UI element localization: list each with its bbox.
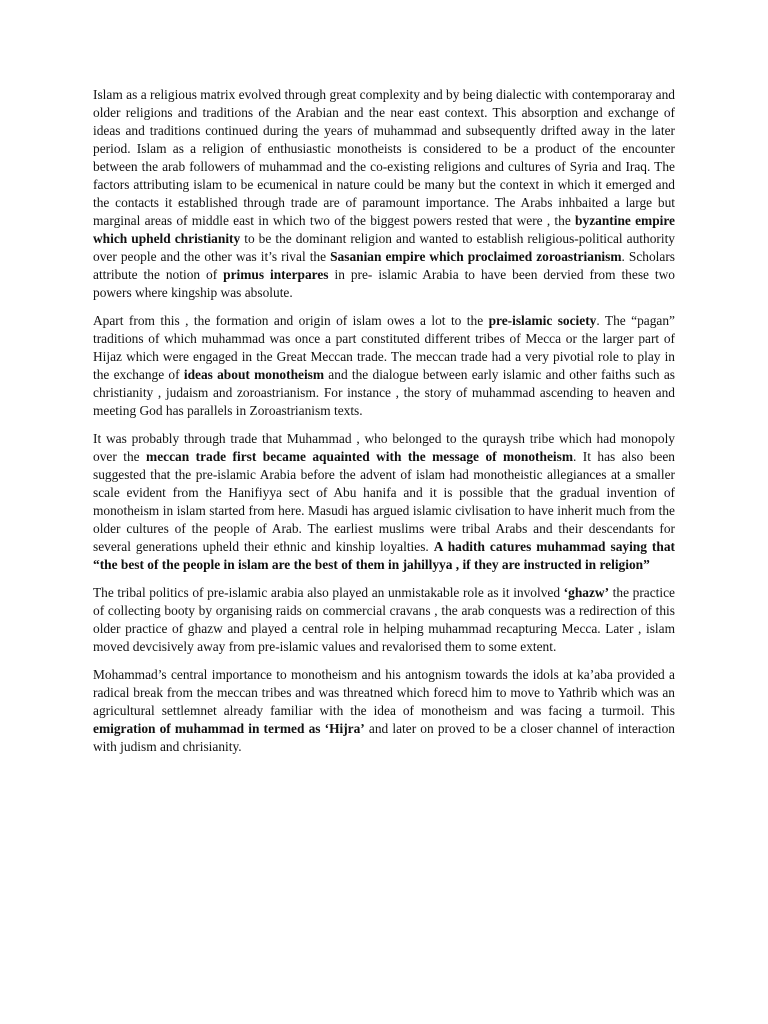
text-segment: The tribal politics of pre-islamic arabia also played an unmistakable role as it involved bbox=[93, 585, 564, 600]
document-page bbox=[93, 86, 675, 766]
bold-segment: primus interpares bbox=[223, 267, 329, 282]
text-segment: Mohammad’s central importance to monotheism and his antognism towards the idols at ka’aba provided a radical break from the meccan tribes and was threatned which forecd him to move to Yathrib which was an agricultural settlemnet already familiar with the idea of monotheism and was facing a turmoil. This bbox=[93, 667, 675, 718]
bold-segment: meccan trade first became aquainted with the message of monotheism bbox=[146, 449, 573, 464]
text-segment: in pre- islamic Arabia to have been dervied from these two powers where kingship was absolute. bbox=[93, 267, 675, 300]
text-segment: Islam as a religious matrix evolved through great complexity and by being dialectic with contemporaray and older religions and traditions of the Arabian and the near east context. This absorption and exchange of ideas and traditions continued during the years of muhammad and subsequently drifted away in the later period. Islam as a religion of enthusiastic monotheists is considered to be a product of the encounter between the arab followers of muhammad and the co-existing religions and cultures of Syria and Iraq. The factors attributing islam to be ecumenical in nature could be many but the context in which it emerged and the contacts it established through trade are of paramount importance. The Arabs inhbaited a large but marginal areas of middle east in which two of the biggest powers rested that were , the bbox=[93, 87, 675, 228]
text-segment: the practice of collecting booty by organising raids on commercial cravans , the arab conquests was a redirection of this older practice of ghazw and played a central role in helping muhammad recapturing Mecca. Later , islam moved devcisively away from pre-islamic values and revalorised them to some extent. bbox=[93, 585, 675, 654]
bold-segment: byzantine empire which upheld christianity bbox=[93, 213, 676, 246]
bold-segment: ideas about monotheism bbox=[183, 367, 325, 382]
paragraph-2 bbox=[93, 312, 675, 420]
bold-segment: pre-islamic society bbox=[488, 313, 597, 328]
text-segment: to be the dominant religion and wanted to establish religious-political authority over people and the other was it’s rival the bbox=[93, 231, 675, 264]
text-segment: . It has also been suggested that the pre-islamic Arabia before the advent of islam had monotheistic allegiances at a smaller scale evident from the Hanifiyya sect of Abu hanifa and it is possible that the gradual invention of monotheism in islam started from here. Masudi has argued islamic civlisation to have inherit much from the older cultures of the people of Arab. The earliest muslims were tribal Arabs and their descendants for several generations upheld their ethnic and kinship loyalties. bbox=[93, 449, 675, 554]
text-segment: Apart from this , the formation and origin of islam owes a lot to the bbox=[93, 313, 489, 328]
text-segment: and later on proved to be a closer channel of interaction with judism and chrisianity. bbox=[93, 721, 675, 754]
text-segment: . Scholars attribute the notion of bbox=[93, 249, 675, 282]
bold-segment: Sasanian empire which proclaimed zoroastrianism bbox=[330, 249, 622, 264]
paragraph-1 bbox=[93, 86, 675, 302]
bold-segment: A hadith catures muhammad saying that “the best of the people in islam are the best of them in jahillyya , if they are instructed in religion” bbox=[93, 539, 675, 572]
text-segment: . The “pagan” traditions of which muhammad was once a part constituted different tribes of Mecca or the larger part of Hijaz which were engaged in the Great Meccan trade. The meccan trade had a very pivotial role to play in the exchange of bbox=[93, 313, 676, 382]
text-segment: It was probably through trade that Muhammad , who belonged to the quraysh tribe which had monopoly over the bbox=[93, 431, 675, 464]
paragraph-3 bbox=[93, 430, 675, 574]
bold-segment: ‘ghazw’ bbox=[563, 585, 610, 600]
text-segment: and the dialogue between early islamic and other faiths such as christianity , judaism and zoroastrianism. For instance , the story of muhammad ascending to heaven and meeting God has parallels in Zoroastrianism texts. bbox=[93, 367, 675, 418]
paragraph-5 bbox=[93, 666, 675, 756]
bold-segment: emigration of muhammad in termed as ‘Hijra’ bbox=[93, 721, 365, 736]
paragraph-4 bbox=[93, 584, 675, 656]
